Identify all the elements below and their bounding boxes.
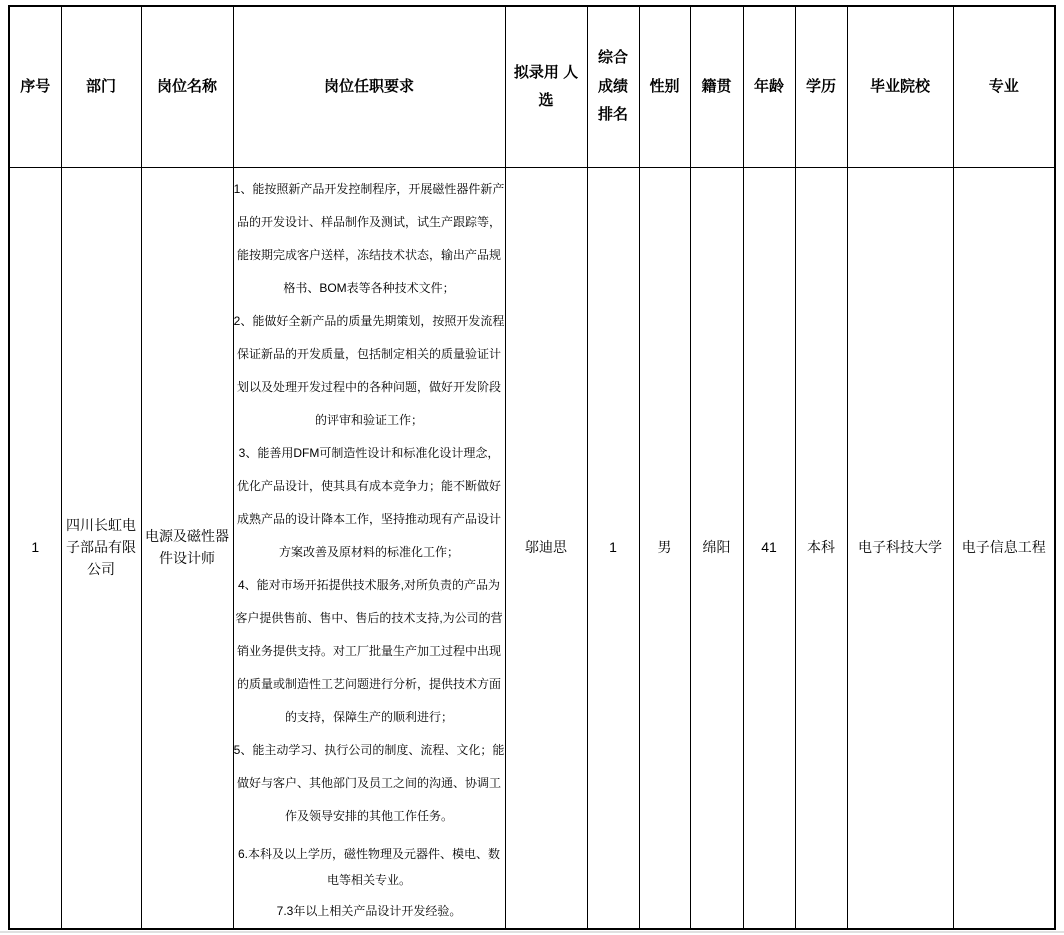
- requirement-item-6: 6.本科及以上学历，磁性物理及元器件、模电、数电等相关专业。: [237, 846, 500, 887]
- col-header-rank: [587, 6, 639, 168]
- col-header-age: [743, 6, 795, 168]
- cell-school: 电子科技大学: [847, 168, 953, 930]
- cell-department: [61, 168, 141, 930]
- col-header-requirements-label: 岗位任职要求: [323, 77, 414, 95]
- col-header-position: [141, 6, 233, 168]
- cell-major: 电子信息工程: [953, 168, 1055, 930]
- requirement-item-1: 1、能按照新产品开发控制程序，开展磁性器件新产品的开发设计、样品制作及测试，试生产跟踪等，能按期完成客户送样，冻结技术状态，输出产品规格书、BOM表等各种技术文件；: [233, 181, 505, 295]
- col-header-school-label: 毕业院校: [869, 77, 930, 95]
- cell-native-place: 绵阳: [690, 168, 743, 930]
- table-row: [9, 168, 1055, 930]
- col-header-position-label: 岗位名称: [156, 77, 217, 95]
- cell-rank: 1: [587, 168, 639, 930]
- header-row: [9, 6, 1055, 168]
- cell-department-text: 四川长虹电子部品有限公司: [66, 517, 136, 577]
- cell-position: [141, 168, 233, 930]
- col-header-department: [61, 6, 141, 168]
- col-header-rank-label: 综合成绩排名: [597, 49, 628, 124]
- cell-candidate: 邬迪思: [505, 168, 587, 930]
- col-header-school: [847, 6, 953, 168]
- cell-age: 41: [743, 168, 795, 930]
- cell-gender: 男: [639, 168, 690, 930]
- cell-seq: 1: [9, 168, 61, 930]
- requirement-item-4: 4、能对市场开拓提供技术服务,对所负责的产品为客户提供售前、售中、售后的技术支持,为公司的营销业务提供支持。对工厂批量生产加工过程中出现的质量或制造性工艺问题进行分析，提供技术方面的支持，保障生产的顺利进行；: [235, 577, 503, 724]
- cell-education: 本科: [795, 168, 847, 930]
- col-header-education-label: 学历: [805, 77, 836, 95]
- col-header-seq: [9, 6, 61, 168]
- col-header-major: [953, 6, 1055, 168]
- requirement-item-2: 2、能做好全新产品的质量先期策划，按照开发流程保证新品的开发质量，包括制定相关的质量验证计划以及处理开发过程中的各种问题，做好开发阶段的评审和验证工作；: [233, 313, 505, 427]
- col-header-age-label: 年龄: [753, 77, 784, 95]
- col-header-native-place-label: 籍贯: [701, 77, 732, 95]
- col-header-candidate-label: 拟录用 人选: [513, 63, 579, 109]
- requirement-item-3: 3、能善用DFM可制造性设计和标准化设计理念，优化产品设计，使其具有成本竞争力；能不断做好成熟产品的设计降本工作，坚持推动现有产品设计方案改善及原材料的标准化工作；: [236, 445, 501, 559]
- requirement-item-5: 5、能主动学习、执行公司的制度、流程、文化；能做好与客户、其他部门及员工之间的沟通、协调工作及领导安排的其他工作任务。: [233, 742, 505, 823]
- col-header-candidate: [505, 6, 587, 168]
- recruitment-table: [8, 5, 1056, 930]
- cell-requirements: [233, 168, 505, 930]
- col-header-major-label: 专业: [988, 77, 1019, 95]
- col-header-seq-label: 序号: [20, 77, 51, 95]
- col-header-gender-label: 性别: [649, 77, 680, 95]
- col-header-education: [795, 6, 847, 168]
- cell-position-text: 电源及磁性器件设计师: [145, 528, 229, 566]
- col-header-requirements: [233, 6, 505, 168]
- col-header-gender: [639, 6, 690, 168]
- requirement-item-7: 7.3年以上相关产品设计开发经验。: [276, 903, 462, 918]
- col-header-native-place: [690, 6, 743, 168]
- window-bottom-edge: [0, 931, 1064, 933]
- col-header-department-label: 部门: [85, 77, 116, 95]
